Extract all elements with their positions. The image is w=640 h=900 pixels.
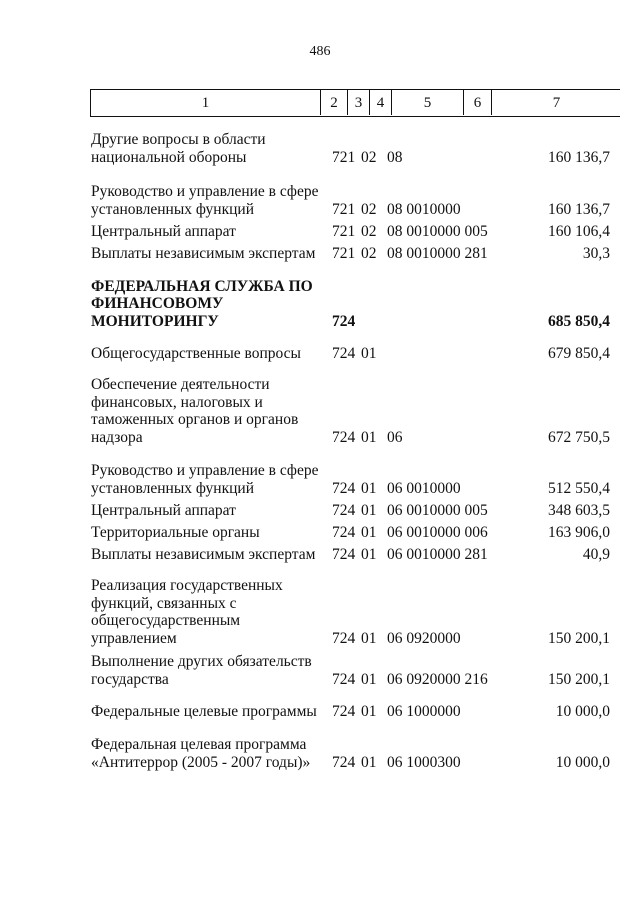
row-description-line: МОНИТОРИНГУ — [91, 312, 219, 330]
column-header-5: 5 — [392, 90, 464, 115]
ministry-code: 724 — [332, 479, 356, 497]
row-description-line: Выплаты независимым экспертам — [91, 545, 316, 563]
row-description-line: Реализация государственных — [91, 577, 283, 594]
subsection-article-code: 06 1000000 — [387, 702, 461, 720]
column-header-7: 7 — [552, 95, 561, 111]
ministry-code: 724 — [332, 344, 356, 362]
row-description-line: «Антитеррор (2005 - 2007 годы)» — [91, 753, 311, 771]
row-description-line: таможенных органов и органов — [91, 411, 299, 428]
row-description-line: ФИНАНСОВОМУ — [91, 295, 224, 312]
section-code: 01 — [361, 479, 377, 497]
subsection-article-code: 08 0010000 281 — [387, 244, 488, 262]
column-header-6: 6 — [464, 90, 492, 115]
ministry-code: 721 — [332, 200, 356, 218]
amount: 160 136,7 — [548, 148, 610, 166]
amount: 10 000,0 — [555, 753, 610, 771]
column-header-3: 3 — [348, 90, 370, 115]
row-description-line: надзора — [91, 428, 143, 446]
ministry-code: 721 — [332, 244, 356, 262]
row-description — [91, 736, 319, 771]
amount: 10 000,0 — [555, 702, 610, 720]
section-code: 01 — [361, 501, 377, 519]
section-code: 01 — [361, 753, 377, 771]
amount: 672 750,5 — [548, 428, 610, 446]
row-description-line: Центральный аппарат — [91, 222, 236, 240]
row-description-line: установленных функций — [91, 479, 254, 497]
amount: 348 603,5 — [548, 501, 610, 519]
row-description-line: установленных функций — [91, 200, 254, 218]
row-description-line: Выплаты независимым экспертам — [91, 244, 316, 262]
row-description-line: Руководство и управление в сфере — [91, 462, 319, 479]
row-description-line: Обеспечение деятельности — [91, 376, 270, 393]
ministry-code: 721 — [332, 222, 356, 240]
section-code: 02 — [361, 200, 377, 218]
amount: 40,9 — [582, 545, 610, 563]
ministry-code: 724 — [332, 702, 356, 720]
amount: 150 200,1 — [548, 629, 610, 647]
ministry-code: 724 — [332, 753, 356, 771]
ministry-code: 724 — [332, 428, 356, 446]
section-code: 01 — [361, 702, 377, 720]
row-description-line: Федеральная целевая программа — [91, 736, 307, 753]
column-header-1: 1 — [91, 90, 321, 115]
ministry-code: 724 — [332, 523, 356, 541]
row-description-line: государства — [91, 670, 169, 688]
section-code: 01 — [361, 629, 377, 647]
amount: 679 850,4 — [548, 344, 610, 362]
ministry-code: 724 — [332, 312, 356, 330]
row-description-line: Общегосударственные вопросы — [91, 344, 301, 362]
row-description-line: Федеральные целевые программы — [91, 702, 317, 720]
amount: 160 106,4 — [548, 222, 610, 240]
section-code: 02 — [361, 148, 377, 166]
row-description-line: Выполнение других обязательств — [91, 653, 312, 670]
section-code: 02 — [361, 244, 377, 262]
section-code: 01 — [361, 670, 377, 688]
ministry-code: 721 — [332, 148, 356, 166]
row-description-line: Территориальные органы — [91, 523, 260, 541]
amount: 512 550,4 — [548, 479, 610, 497]
subsection-article-code: 06 — [387, 428, 403, 446]
subsection-article-code: 06 1000300 — [387, 753, 461, 771]
subsection-article-code: 06 0920000 216 — [387, 670, 488, 688]
row-description-line: Руководство и управление в сфере — [91, 183, 319, 200]
section-code: 01 — [361, 545, 377, 563]
row-description-line: национальной обороны — [91, 148, 247, 166]
section-code: 01 — [361, 428, 377, 446]
amount: 685 850,4 — [548, 312, 610, 330]
amount: 30,3 — [582, 244, 610, 262]
row-description-line: Другие вопросы в области — [91, 131, 266, 148]
section-code: 01 — [361, 523, 377, 541]
section-code: 02 — [361, 222, 377, 240]
page-number: 486 — [309, 44, 331, 59]
ministry-code: 724 — [332, 501, 356, 519]
subsection-article-code: 06 0010000 — [387, 479, 461, 497]
row-description-line: ФЕДЕРАЛЬНАЯ СЛУЖБА ПО — [91, 277, 313, 295]
subsection-article-code: 06 0010000 281 — [387, 545, 488, 563]
row-description-line: финансовых, налоговых и — [91, 393, 263, 411]
column-header-2: 2 — [321, 90, 348, 115]
row-description-line: функций, связанных с — [91, 594, 237, 612]
subsection-article-code: 06 0920000 — [387, 629, 461, 647]
row-description-line: общегосударственным — [91, 612, 241, 629]
ministry-code: 724 — [332, 670, 356, 688]
amount: 150 200,1 — [548, 670, 610, 688]
section-code: 01 — [361, 344, 377, 362]
subsection-article-code: 08 0010000 — [387, 200, 461, 218]
subsection-article-code: 08 0010000 005 — [387, 222, 488, 240]
ministry-code: 724 — [332, 545, 356, 563]
ministry-code: 724 — [332, 629, 356, 647]
row-description-line: Центральный аппарат — [91, 501, 236, 519]
column-header-4: 4 — [370, 90, 392, 115]
amount: 160 136,7 — [548, 200, 610, 218]
subsection-article-code: 06 0010000 005 — [387, 501, 488, 519]
subsection-article-code: 06 0010000 006 — [387, 523, 488, 541]
row-description-line: управлением — [91, 629, 177, 647]
amount: 163 906,0 — [548, 523, 610, 541]
subsection-article-code: 08 — [387, 148, 403, 166]
